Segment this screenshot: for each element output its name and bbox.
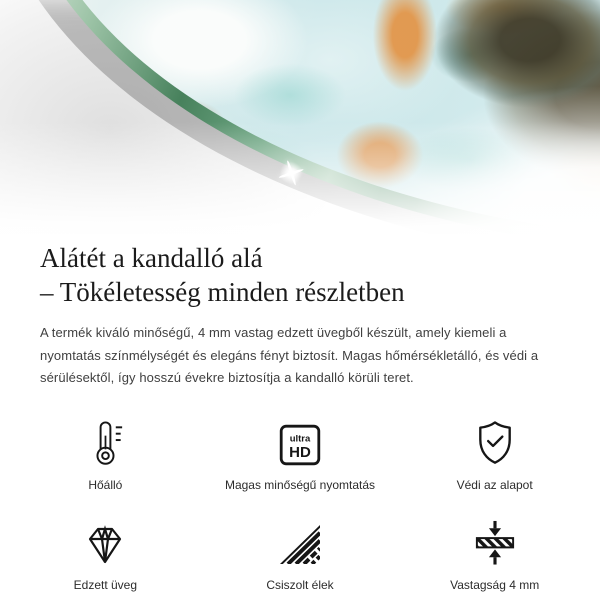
page-title [40,241,560,309]
feature-label: Edzett üveg [73,577,138,592]
feature-tempered-glass [8,519,203,592]
product-photo [0,0,600,234]
thermometer-icon [85,419,125,466]
ultra-hd-icon-text-top: ultra [289,433,311,444]
feature-label: Magas minőségű nyomtatás [224,477,376,492]
feature-protects-base [397,419,592,492]
feature-label: Csiszolt élek [266,577,334,592]
feature-polished-edges [203,519,398,592]
ultra-hd-icon [279,419,321,466]
diamond-icon [82,519,128,566]
page-title-line2: – Tökéletesség minden részletben [40,277,405,307]
feature-label: Védi az alapot [456,477,533,492]
feature-print-quality [203,419,398,492]
polished-edge-icon [278,519,322,566]
product-description: A termék kiváló minőségű, 4 mm vastag edzett üvegből készült, amely kiemeli a nyomtatás színmélységét és elegáns fényt biztosít. Magas hőmérsékletálló, és védi a sérülésektől, így hosszú évekre biztosítja a kandalló körüli teret. [40,325,539,385]
shield-check-icon [473,419,517,466]
feature-heat-resistant [8,419,203,492]
features-grid [8,419,592,592]
page-title-line1: Alátét a kandalló alá [40,243,263,273]
feature-label: Hőálló [88,477,123,492]
feature-label: Vastagság 4 mm [450,577,540,592]
thickness-icon [473,519,517,566]
ultra-hd-icon-text-bottom: HD [289,443,311,461]
feature-thickness [397,519,592,592]
